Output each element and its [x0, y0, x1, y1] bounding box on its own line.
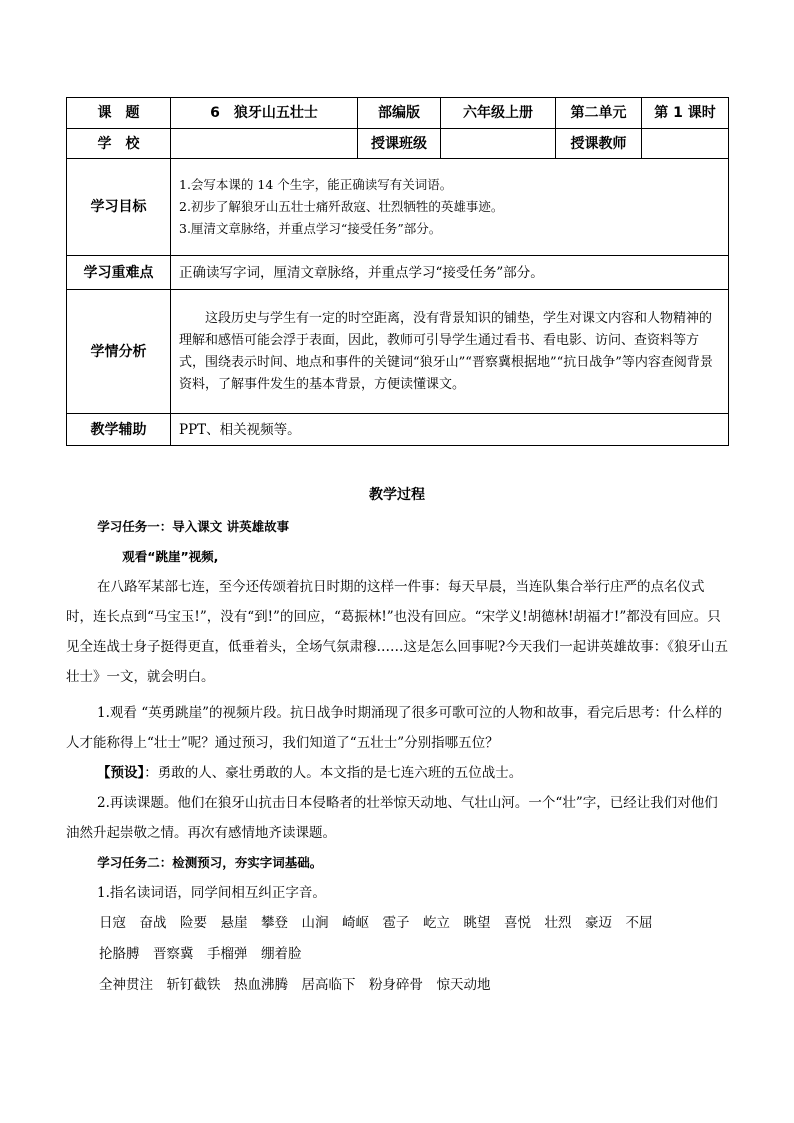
unit: 第二单元 [556, 98, 642, 129]
step2-paragraph: 2.再读课题。他们在狼牙山抗击日本侵略者的壮举惊天动地、气壮山河。一个“壮”字，已经让我们对他们油然升起崇敬之情。再次有感情地齐读课题。 [66, 795, 718, 841]
goals-content [171, 159, 729, 256]
class-value [441, 129, 556, 159]
teacher-label: 授课教师 [556, 129, 642, 159]
preset-paragraph [66, 758, 728, 788]
edition: 部编版 [358, 98, 441, 129]
vocab-line: 抡胳膊 晋察冀 手榴弹 绷着脸 [99, 946, 302, 962]
key-points-label: 学习重难点 [67, 256, 171, 290]
lesson-period: 第 1 课时 [642, 98, 729, 129]
task1-title: 学习任务一：导入课文 讲英雄故事 [97, 519, 290, 534]
preset-tag: 【预设】 [97, 765, 145, 781]
grade: 六年级上册 [441, 98, 556, 129]
table-row [67, 414, 729, 446]
process-body [66, 512, 728, 1001]
preset-text: ：勇敢的人、豪壮勇敢的人。本文指的是七连六班的五位战士。 [144, 765, 523, 781]
table-row [67, 290, 729, 414]
analysis-text: 这段历史与学生有一定的时空距离，没有背景知识的铺垫，学生对课文内容和人物精神的理解和感悟可能会浮于表面，因此，教师可引导学生通过看书、看电影、访问、查资料等方式，围绕表示时间、地点和事件的关键词“狼牙山”“晋察冀根据地”“抗日战争”等内容查阅背景资料，了解事件发生的基本背景，方便读懂课文。 [171, 290, 729, 414]
vocab-line: 全神贯注 斩钉截铁 热血沸腾 居高临下 粉身碎骨 惊天动地 [99, 977, 491, 993]
aids-text: PPT、相关视频等。 [171, 414, 729, 446]
table-row [67, 129, 729, 159]
goals-label: 学习目标 [67, 159, 171, 256]
goal-item: 2.初步了解狼牙山五壮士痛歼敌寇、壮烈牺牲的英雄事迹。 [179, 199, 504, 214]
vocab-line: 日寇 奋战 险要 悬崖 攀登 山涧 崎岖 雹子 屹立 眺望 喜悦 壮烈 豪迈 不屈 [99, 915, 653, 931]
story-paragraph: 在八路军某部七连，至今还传颂着抗日时期的这样一件事：每天早晨，当连队集合举行庄严的点名仪式时，连长点到“马宝玉!”，没有“到!”的回应，“葛振林!”也没有回应。“宋学义!胡德林!胡福才!”都没有回应。只见全连战士身子挺得更直，低垂着头，全场气氛肃穆……这是怎么回事呢?今天我们一起讲英雄故事：《狼牙山五壮士》一文，就会明白。 [66, 579, 728, 685]
analysis-label: 学情分析 [67, 290, 171, 414]
key-points-text: 正确读写字词，厘清文章脉络，并重点学习“接受任务”部分。 [171, 256, 729, 290]
teacher-value [642, 129, 729, 159]
table-row [67, 98, 729, 129]
table-row [67, 159, 729, 256]
lesson-info-table [66, 97, 729, 446]
goal-item: 3.厘清文章脉络，并重点学习“接受任务”部分。 [179, 221, 442, 236]
task1-subtitle: 观看“跳崖”视频, [122, 549, 219, 564]
aids-label: 教学辅助 [67, 414, 171, 446]
step1-paragraph: 1.观看 “英勇跳崖”的视频片段。抗日战争时期涌现了很多可歌可泣的人物和故事，看完后思考：什么样的人才能称得上“壮士”呢？通过预习，我们知道了“五壮士”分别指哪五位？ [66, 705, 723, 751]
lesson-topic-label: 课 题 [67, 98, 171, 129]
process-title: 教学过程 [369, 487, 425, 503]
school-value [171, 129, 358, 159]
table-row [67, 256, 729, 290]
lesson-title: 6 狼牙山五壮士 [171, 98, 358, 129]
school-label: 学 校 [67, 129, 171, 159]
goal-item: 1.会写本课的 14 个生字，能正确读写有关词语。 [179, 177, 453, 192]
class-label: 授课班级 [358, 129, 441, 159]
task2-title: 学习任务二：检测预习，夯实字词基础。 [97, 855, 323, 870]
task2-step1: 1.指名读词语，同学间相互纠正字音。 [97, 885, 326, 901]
